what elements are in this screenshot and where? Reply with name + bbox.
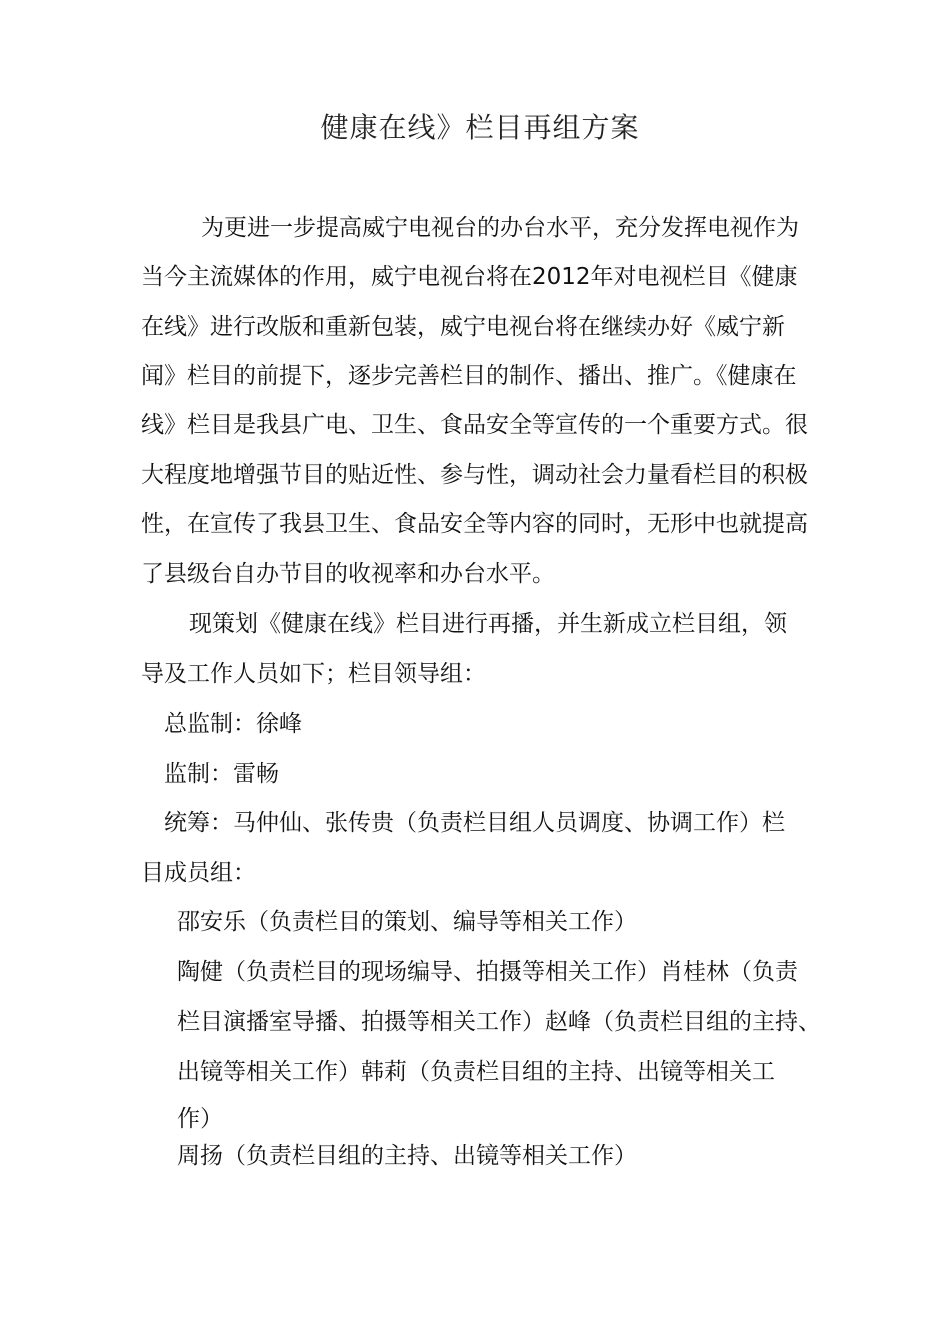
member-line: 出镜等相关工作）韩莉（负责栏目组的主持、出镜等相关工 — [177, 1059, 775, 1085]
paragraph-line: 闻》栏目的前提下，逐步完善栏目的制作、播出、推广。《健康在 — [141, 363, 797, 389]
paragraph-line: 现策划《健康在线》栏目进行再播，并生新成立栏目组，领 — [189, 611, 787, 637]
member-line: 周扬（负责栏目组的主持、出镜等相关工作） — [177, 1143, 637, 1169]
leader-line: 总监制：徐峰 — [164, 711, 302, 737]
member-line: 作） — [177, 1106, 223, 1132]
paragraph-line: 目成员组： — [141, 860, 256, 886]
paragraph-line: 了县级台自办节目的收视率和办台水平。 — [141, 561, 555, 587]
member-line: 栏目演播室导播、拍摄等相关工作）赵峰（负责栏目组的主持、 — [177, 1009, 821, 1035]
paragraph-line: 性，在宣传了我县卫生、食品安全等内容的同时，无形中也就提高 — [141, 511, 808, 537]
leader-line: 监制：雷畅 — [164, 761, 279, 787]
member-line: 陶健（负责栏目的现场编导、拍摄等相关工作）肖桂林（负责 — [177, 959, 798, 985]
leader-line: 统筹：马仲仙、张传贵（负责栏目组人员调度、协调工作）栏 — [164, 810, 785, 836]
document-title: 健康在线》栏目再组方案 — [320, 111, 640, 144]
paragraph-line: 导及工作人员如下；栏目领导组： — [141, 661, 486, 687]
paragraph-line: 当今主流媒体的作用，威宁电视台将在2012年对电视栏目《健康 — [141, 264, 798, 290]
paragraph-line: 为更进一步提高威宁电视台的办台水平，充分发挥电视作为 — [201, 215, 799, 241]
member-line: 邵安乐（负责栏目的策划、编导等相关工作） — [177, 909, 637, 935]
paragraph-line: 线》栏目是我县广电、卫生、食品安全等宣传的一个重要方式。很 — [141, 412, 808, 438]
paragraph-line: 在线》进行改版和重新包装，威宁电视台将在继续办好《威宁新 — [141, 314, 785, 340]
paragraph-line: 大程度地增强节目的贴近性、参与性，调动社会力量看栏目的积极 — [141, 462, 808, 488]
